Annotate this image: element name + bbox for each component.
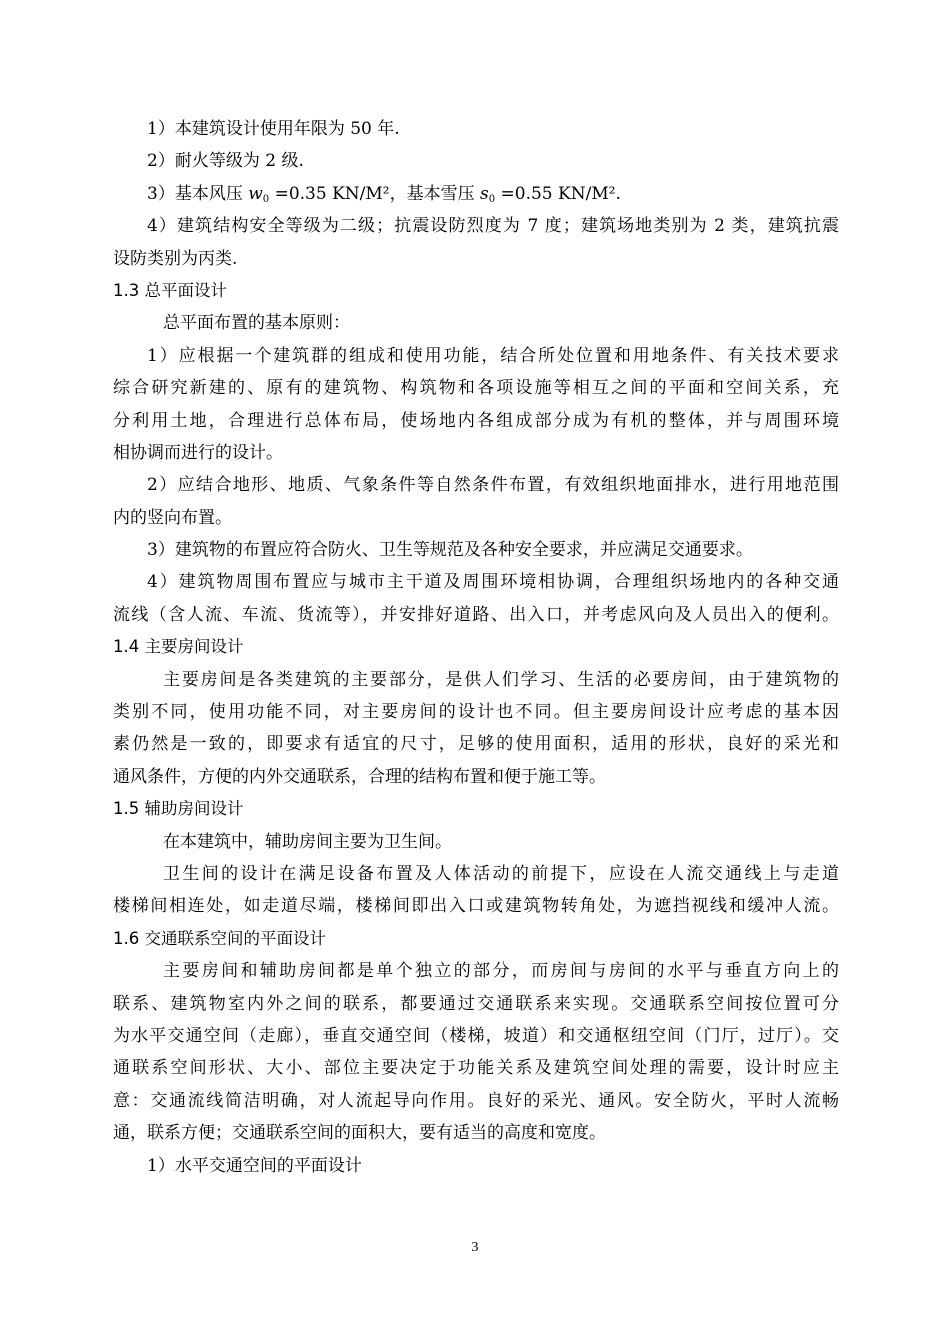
s14-p-line-4: 通风条件，方便的内外交通联系，合理的结构布置和便于施工等。 bbox=[113, 766, 606, 787]
s16-p-line-3: 为水平交通空间（走廊），垂直交通空间（楼梯，坡道）和交通枢纽空间（门厅，过厅）。交 bbox=[113, 1025, 839, 1046]
s13-p2-line-1: 2）应结合地形、地质、气象条件等自然条件布置，有效组织地面排水，进行用地范围 bbox=[147, 475, 839, 496]
s14-p-line-3: 素仍然是一致的，即要求有适宜的尺寸，足够的使用面积，适用的形状，良好的采光和 bbox=[113, 734, 839, 755]
s13-p4-line-2: 流线（含人流、车流、货流等），并安排好道路、出入口，并考虑风向及人员出入的便利。 bbox=[113, 604, 839, 625]
heading-1-5: 1.5 辅助房间设计 bbox=[113, 799, 244, 819]
s13-p1-line-2: 综合研究新建的、原有的建筑物、构筑物和各项设施等相互之间的平面和空间关系，充 bbox=[113, 378, 839, 399]
s14-p-line-1: 主要房间是各类建筑的主要部分，是供人们学习、生活的必要房间，由于建筑物的 bbox=[163, 669, 839, 690]
s13-p3: 3）建筑物的布置应符合防火、卫生等规范及各种安全要求，并应满足交通要求。 bbox=[147, 540, 753, 561]
s13-p1-line-3: 分利用土地，合理进行总体布局，使场地内各组成部分成为有机的整体，并与周围环境 bbox=[113, 410, 839, 431]
page-content bbox=[113, 113, 839, 1182]
snow-pressure-symbol: s bbox=[480, 183, 489, 204]
s15-p2-line-1: 卫生间的设计在满足设备布置及人体活动的前提下，应设在人流交通线上与走道 bbox=[163, 863, 839, 884]
snow-pressure-subscript: 0 bbox=[488, 193, 496, 205]
item-4-line-1: 4）建筑结构安全等级为二级；抗震设防烈度为 7 度；建筑场地类别为 2 类，建筑抗震 bbox=[147, 216, 839, 237]
item-3: 3）基本风压 $w_0 =0.35$ KN/M²，基本雪压 $s_0 =0.55$ KN/M². bbox=[147, 183, 621, 205]
page-number: 3 bbox=[471, 1240, 479, 1255]
s16-p-line-1: 主要房间和辅助房间都是单个独立的部分，而房间与房间的水平与垂直方向上的 bbox=[163, 961, 839, 982]
heading-1-3: 1.3 总平面设计 bbox=[113, 280, 227, 300]
heading-1-4: 1.4 主要房间设计 bbox=[113, 637, 244, 657]
s13-p1-line-4: 相协调而进行的设计。 bbox=[113, 442, 283, 463]
wind-pressure-symbol: w bbox=[248, 183, 263, 204]
s14-p-line-2: 类别不同，使用功能不同，对主要房间的设计也不同。但主要房间设计应考虑的基本因 bbox=[113, 702, 839, 723]
s16-subheading-1: 1）水平交通空间的平面设计 bbox=[147, 1155, 362, 1176]
s13-p4-line-1: 4）建筑物周围布置应与城市主干道及周围环境相协调，合理组织场地内的各种交通 bbox=[147, 572, 839, 593]
s15-p2-line-2: 楼梯间相连处，如走道尽端，楼梯间即出入口或建筑物转角处，为遮挡视线和缓冲人流。 bbox=[113, 896, 839, 917]
item-2: 2）耐火等级为 2 级. bbox=[147, 151, 304, 172]
wind-pressure-subscript: 0 bbox=[262, 193, 270, 205]
s15-p1: 在本建筑中，辅助房间主要为卫生间。 bbox=[163, 831, 452, 852]
s13-p1-line-1: 1）应根据一个建筑群的组成和使用功能，结合所处位置和用地条件、有关技术要求 bbox=[147, 345, 839, 366]
item-1: 1）本建筑设计使用年限为 50 年. bbox=[147, 119, 400, 139]
s13-p2-line-2: 内的竖向布置。 bbox=[113, 507, 232, 528]
s16-p-line-6: 通，联系方便；交通联系空间的面积大，要有适当的高度和宽度。 bbox=[113, 1123, 606, 1144]
s16-p-line-5: 意：交通流线简洁明确，对人流起导向作用。良好的采光、通风。安全防火，平时人流畅 bbox=[113, 1090, 839, 1111]
s16-p-line-4: 通联系空间形状、大小、部位主要决定于功能关系及建筑空间处理的需要，设计时应主 bbox=[113, 1058, 839, 1079]
item-4-line-2: 设防类别为丙类. bbox=[113, 248, 238, 269]
heading-1-6: 1.6 交通联系空间的平面设计 bbox=[113, 928, 326, 948]
s16-p-line-2: 联系、建筑物室内外之间的联系，都要通过交通联系来实现。交通联系空间按位置可分 bbox=[113, 993, 839, 1014]
s13-intro: 总平面布置的基本原则： bbox=[163, 313, 350, 334]
